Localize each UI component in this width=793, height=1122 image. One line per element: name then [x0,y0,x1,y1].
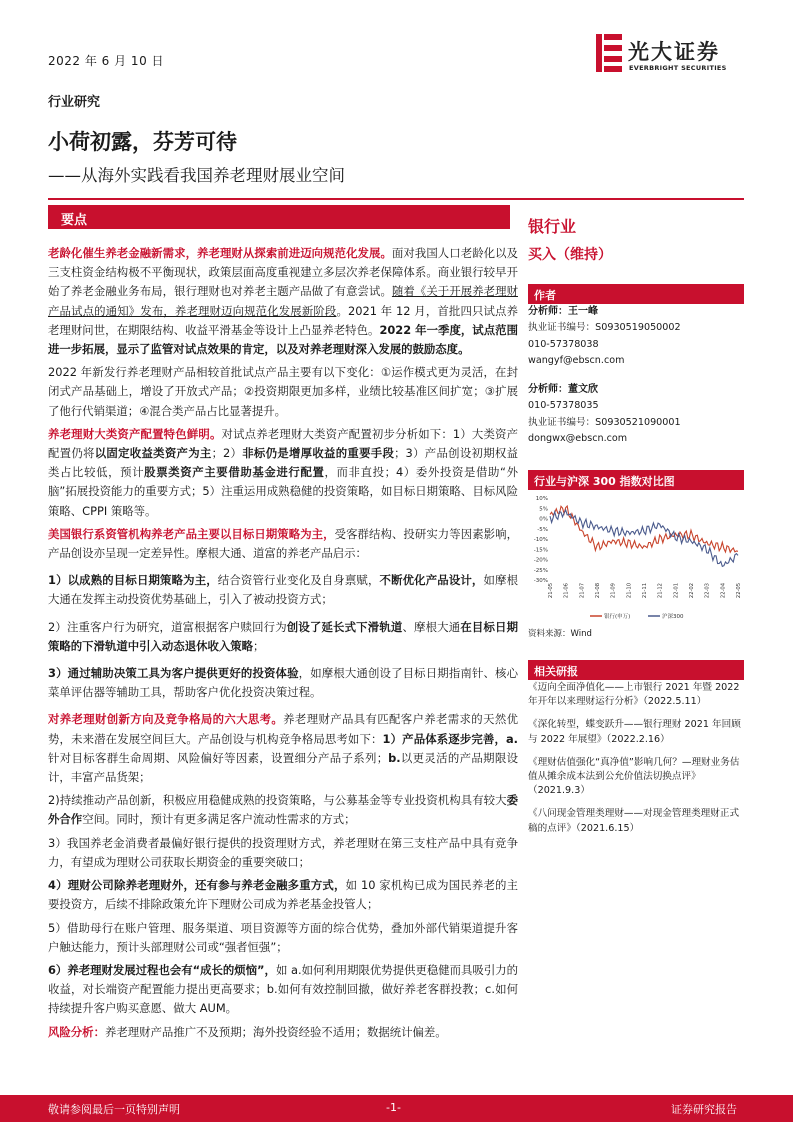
paragraph-10: 3）我国养老金消费者最偏好银行提供的投资理财方式，养老理财在第三支柱产品中具有竞争力，有望成为理财公司获取长期资金的重要突破口； [48,835,518,869]
body-text: ；2） [211,446,243,461]
rating: 买入（维持） [528,247,612,263]
paragraph-8 [48,710,518,787]
paragraph-7 [48,664,518,702]
body-text: 受客群结构、投研实力等因素影响，产品创设亦呈现一定差异性。摩根大通、道富的养老产品启示： [48,526,518,561]
report-category: 行业研究 [48,95,101,110]
body-text: 如 10 家机构已成为国民养老的主要投资方，后续不排除政策允许下理财公司成为养老基金投管人； [48,878,518,912]
keypoints-body [48,244,518,1046]
bold-text: 股票类资产主要借助基金进行配置 [144,465,325,480]
highlight-text: 养老理财大类资产配置特色鲜明。 [48,426,222,441]
footer-disclaimer[interactable]: 敬请参阅最后一页特别声明 [48,1103,180,1116]
chart-source: 资料来源：Wind [528,629,592,639]
analyst-card [528,304,681,370]
logo-english-name: EVERBRIGHT SECURITIES [629,64,727,72]
highlight-text: 风险分析： [48,1024,105,1039]
chart-header [528,470,744,490]
report-title: 小荷初露，芬芳可待 [48,130,237,154]
body-text: ；3）产品创设初期权益类占比较低，预计 [48,446,518,480]
x-tick-label: 21-11 [642,583,648,599]
everbright-logo-icon [596,34,622,72]
x-tick-label: 21-06 [563,583,570,599]
x-tick-label: 21-08 [595,583,601,599]
paragraph-4 [48,525,518,563]
analyst-email[interactable]: dongwx@ebscn.com [528,433,628,445]
y-tick-label: -15% [533,547,548,554]
highlight-text: 对养老理财创新方向及竞争格局的六大思考。 [48,712,284,727]
underlined-text: 随着《关于开展养老理财产品试点的通知》发布，养老理财迈向规范化发展新阶段 [48,284,518,318]
x-tick-label: 21-09 [610,583,617,599]
analyst-license: 执业证书编号：S0930521090001 [528,416,681,428]
x-tick-label: 22-04 [720,583,727,599]
x-tick-label: 21-12 [657,583,664,599]
x-tick-label: 21-10 [626,583,633,599]
body-text: 如摩根大通在发挥主动投资优势基础上，引入了被动投资方式； [48,573,518,607]
body-text: ； [253,638,265,653]
analyst-phone: 010-57378038 [528,338,599,350]
related-research-list [528,681,744,845]
bold-text: 1）以成熟的目标日期策略为主， [48,573,218,588]
body-text: 结合资管行业变化及自身禀赋， [217,573,380,588]
paragraph-12: 5）借助母行在账户管理、服务渠道、项目资源等方面的综合优势，叠加外部代销渠道提升客户触达能力，预计头部理财公司或“强者恒强”； [48,920,518,954]
body-text: 空间。同时，预计有更多满足客户流动性需求的方式； [82,812,356,827]
analyst-phone: 010-57378035 [528,400,599,412]
legend-label-bank: 银行(申万) [604,614,631,620]
highlight-text: 美国银行系资管机构养老产品主要以目标日期策略为主， [48,526,335,541]
body-text: ，而非直投；4）委外投资是借助“外脑”拓展投资能力的重要方式；5）注重运用成熟稳健的投资策略，如目标日期策略、目标风险策略、CPPI 策略等。 [48,465,518,518]
author-label: 作者 [534,289,556,302]
body-text: 养老理财产品推广不及预期；海外投资经验不适用；数据统计偏差。 [104,1024,447,1039]
footer-report-type: 证券研究报告 [671,1103,737,1116]
bold-text: 委外合作 [48,793,518,827]
paragraph-9 [48,791,518,829]
bold-text: 在目标日期策略的下滑轨道中引入动态退休收入策略 [48,619,518,653]
x-tick-label: 22-02 [689,583,695,599]
x-tick-label: 22-01 [673,583,680,599]
company-logo [596,34,766,76]
sector-name: 银行业 [528,217,577,236]
body-text: 2）注重客户行为研究，道富根据客户赎回行为 [48,619,287,634]
bold-text: 非标仍是增厚收益的重要手段 [242,446,395,461]
analyst-name: 分析师：董文欣 [528,384,598,395]
body-text: 面对我国人口老龄化以及三支柱资金结构极不平衡现状，政策层面高度重视建立多层次养老保障体系。商业银行较早开始了养老金融业务布局，银行理财也对养老主题产品做了有意尝试。 [48,246,518,299]
body-text: 、摩根大通 [402,619,461,634]
research-item[interactable]: 《理财估值强化“真净值”影响几何？—理财业务估值从摊余成本法到公允价值法切换点评》（2021.9.3） [528,756,740,797]
paragraph-13 [48,961,518,1019]
logo-chinese-name: 光大证券 [628,40,720,64]
risk-paragraph [48,1023,518,1042]
keypoints-header [48,205,510,229]
body-text: 养老理财产品具有匹配客户养老需求的天然优势，未来潜在发展空间巨大。产品创设与机构竞争格局思考如下： [48,712,518,746]
y-tick-label: -5% [537,526,548,533]
bold-text: a. [505,731,518,746]
x-tick-label: 22-05 [736,583,742,599]
page-footer [0,1095,793,1122]
x-tick-label: 22-03 [704,583,711,599]
page-number: -1- [386,1101,401,1114]
bold-text: 不断优化产品设计， [379,573,484,588]
bold-text: 1）产品体系逐步完善， [382,731,506,746]
paragraph-11 [48,876,518,914]
author-header [528,284,744,304]
y-tick-label: -30% [533,578,548,584]
y-tick-label: 0% [539,516,548,523]
analyst-email[interactable]: wangyf@ebscn.com [528,355,625,367]
related-research-header [528,660,744,680]
analyst-license: 执业证书编号：S0930519050002 [528,322,681,334]
analyst-card [528,382,681,448]
body-text: 2)持续推动产品创新，积极应用稳健成熟的投资策略，与公募基金等专业投资机构具有较大 [48,793,507,808]
bold-text: 4）理财公司除养老理财外，还有参与养老金融多重方式， [48,878,346,893]
y-tick-label: 10% [535,496,548,502]
chart-label: 行业与沪深 300 指数对比图 [534,475,675,488]
x-tick-label: 21-05 [548,583,554,599]
paragraph-2: 2022 年新发行养老理财产品相较首批试点产品主要有以下变化：①运作模式更为灵活，在封闭式产品基础上，增设了开放式产品；②投资期限更加多样，业绩比较基准区间扩宽；③扩展了他行代销渠道；④混合类产品占比显著提升。 [48,365,518,418]
analyst-name: 分析师：王一峰 [528,306,598,317]
y-tick-label: -10% [533,537,548,543]
body-text: 针对目标客群生命周期、风险偏好等因素，设置细分产品子系列； [48,750,389,765]
legend-label-hs300: 沪深300 [662,614,684,620]
body-text: 以更灵活的产品期限设计，丰富产品货架； [48,750,518,785]
bold-text: b. [388,750,401,765]
bold-text: 3）通过辅助决策工具为客户提供更好的投资体验 [48,666,299,681]
research-item[interactable]: 《深化转型，蝶变跃升——银行理财 2021 年回顾与 2022 年展望》（2022.2.16） [528,719,741,745]
y-tick-label: -20% [533,557,548,564]
x-tick-label: 21-07 [579,583,586,599]
bank-series-line [550,506,738,552]
header-divider [48,198,744,200]
paragraph-3 [48,425,518,521]
bold-text: 2022 年一季度，试点范围进一步拓展，显示了监管对试点效果的肯定，以及对养老理财深入发展的鼓励态度。 [48,322,518,357]
research-item[interactable]: 《迈向全面净值化——上市银行 2021 年暨 2022 年开年以来理财运行分析》（2022.5.11） [528,682,740,708]
bold-text: 6）养老理财发展过程也会有“成长的烦恼”， [48,962,276,977]
paragraph-5 [48,571,518,609]
paragraph-1 [48,244,518,359]
body-text: 对试点养老理财大类资产配置初步分析如下：1）大类资产配置仍将 [48,426,518,461]
keypoints-label: 要点 [61,213,88,228]
body-text: ，如摩根大通创设了目标日期指南针、核心菜单评估器等辅助工具，帮助客户优化投资决策过程。 [48,666,518,700]
highlight-text: 老龄化催生养老金融新需求，养老理财从探索前进迈向规范化发展。 [48,246,392,260]
hs300-series-line [550,510,738,566]
bold-text: 以固定收益类资产为主 [94,446,212,461]
y-tick-label: 5% [539,506,548,513]
report-date: 2022 年 6 月 10 日 [48,54,165,68]
report-subtitle: ——从海外实践看我国养老理财展业空间 [48,166,345,185]
body-text: 如 a.如何利用期限优势提供更稳健而具吸引力的收益，对长端资产配置能力提出更高要求；b.如何有效控制回撤，做好养老客群投教；c.如何持续提升客户购买意愿、做大 AUM。 [48,962,518,1016]
y-tick-label: -25% [533,567,548,574]
research-item[interactable]: 《八问现金管理类理财——对现金管理类理财正式稿的点评》（2021.6.15） [528,808,740,834]
paragraph-6 [48,618,518,656]
index-comparison-chart [528,494,744,624]
body-text: 。2021 年 12 月，首批四只试点养老理财问世，在期限结构、收益平滑基金等设计上凸显养老特色。 [48,303,518,337]
related-research-label: 相关研报 [534,665,578,678]
bold-text: 创设了延长式下滑轨道 [286,619,403,634]
